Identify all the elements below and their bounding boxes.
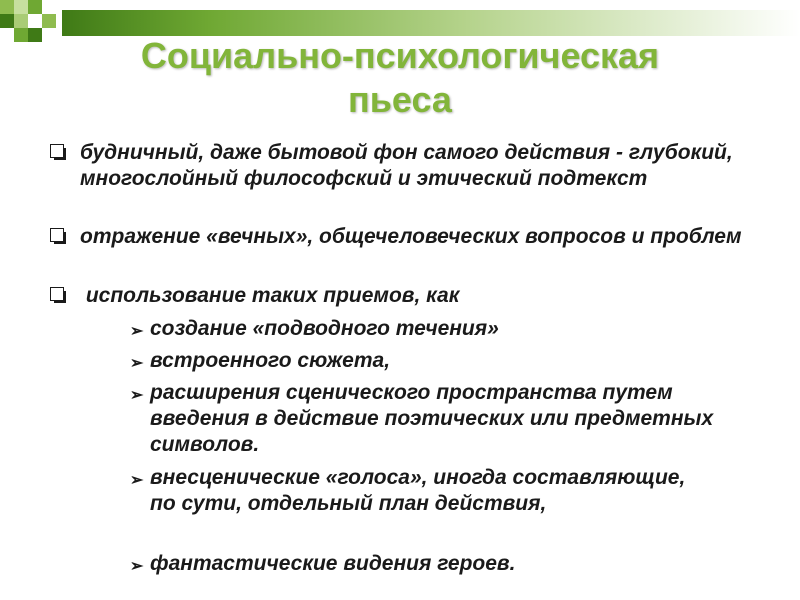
bullet-item: [80, 224, 760, 250]
arrow-check-icon: ➢: [130, 387, 144, 404]
sub-bullet-text: фантастические видения героев.: [150, 552, 516, 575]
title-line-2: пьеса: [348, 79, 452, 120]
bullet-item: [80, 140, 760, 192]
deco-square: [0, 14, 14, 28]
bullet-text: отражение «вечных», общечеловеческих вопросов и проблем: [80, 225, 742, 248]
sub-bullet-item: [130, 316, 750, 342]
sub-bullet-text: расширения сценического пространства путем введения в действие поэтических или предметных символов.: [150, 381, 714, 456]
slide-title: [0, 34, 800, 122]
deco-square: [14, 14, 28, 28]
bullet-item: [80, 283, 760, 309]
sub-bullet-text: встроенного сюжета,: [150, 349, 391, 372]
sub-bullet-text: создание «подводного течения»: [150, 317, 499, 340]
arrow-check-icon: ➢: [130, 355, 144, 372]
sub-bullet-item: [130, 380, 740, 458]
deco-square: [42, 14, 56, 28]
header-gradient-bar: [62, 10, 800, 36]
sub-bullet-text: внесценические «голоса», иногда составляющие, по сути, отдельный план действия,: [150, 466, 686, 515]
arrow-check-icon: ➢: [130, 558, 144, 575]
arrow-check-icon: ➢: [130, 472, 144, 489]
bullet-text: использование таких приемов, как: [80, 284, 460, 307]
sub-bullet-item: [130, 551, 750, 577]
bullet-text: будничный, даже бытовой фон самого действия - глубокий, многослойный философский и этический подтекст: [80, 141, 733, 190]
checkbox-square-icon: [50, 228, 64, 242]
sub-bullet-item: [130, 465, 710, 517]
deco-square: [0, 0, 14, 14]
arrow-check-icon: ➢: [130, 323, 144, 340]
deco-square: [28, 0, 42, 14]
checkbox-square-icon: [50, 144, 64, 158]
sub-bullet-item: [130, 348, 750, 374]
deco-square: [14, 0, 28, 14]
title-line-1: Социально-психологическая: [140, 35, 660, 76]
checkbox-square-icon: [50, 287, 64, 301]
